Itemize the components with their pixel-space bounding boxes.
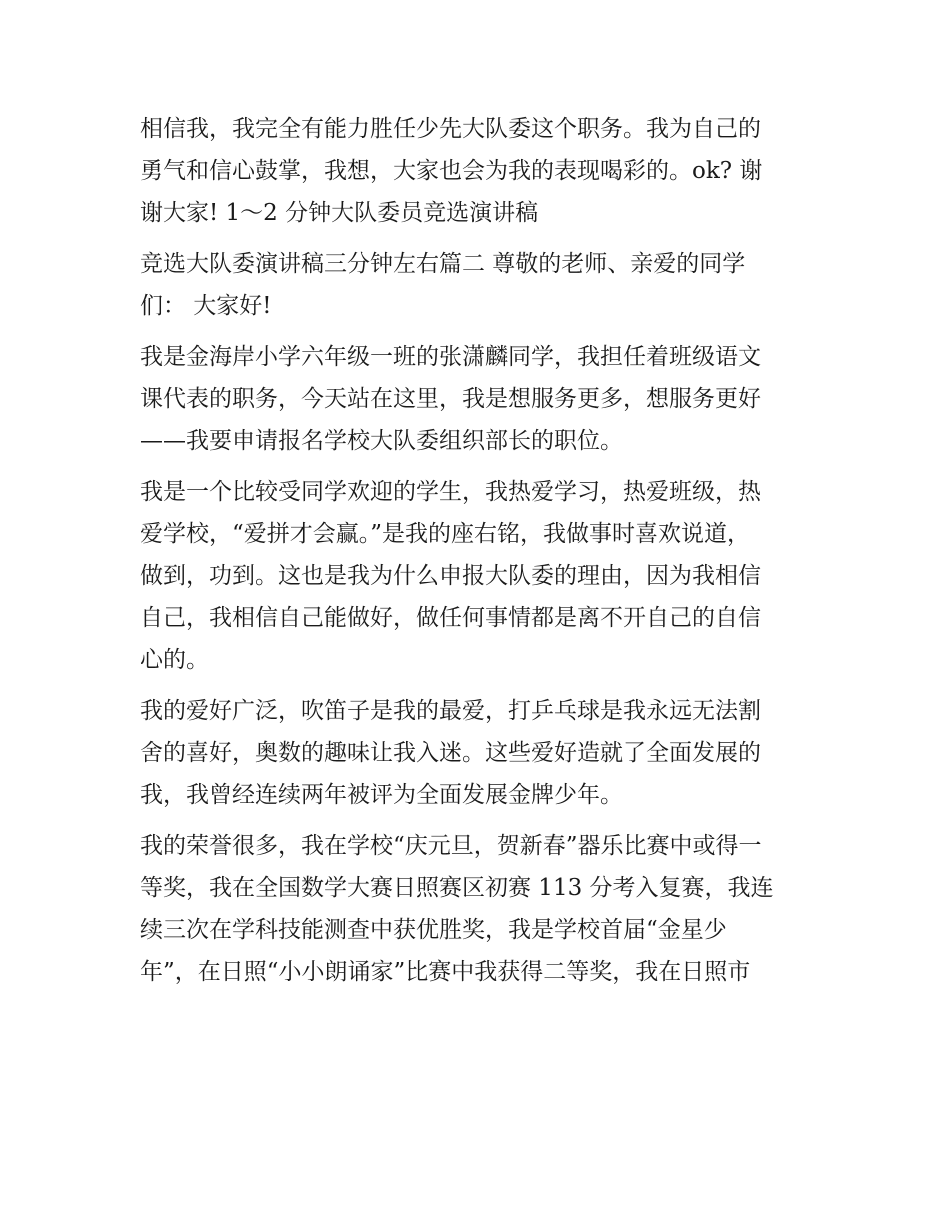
text-line: 我，我曾经连续两年被评为全面发展金牌少年。	[140, 782, 623, 808]
text-line: 课代表的职务，今天站在这里，我是想服务更多，想服务更好	[140, 386, 761, 412]
text-line: 谢大家! 1～2 分钟大队委员竞选演讲稿	[140, 200, 539, 226]
paragraph-1	[140, 108, 820, 234]
text-line: ——我要申请报名学校大队委组织部长的职位。	[140, 428, 623, 454]
paragraph-3	[140, 336, 820, 462]
text-line: 做到，功到。这也是我为什么申报大队委的理由，因为我相信	[140, 563, 761, 589]
text-line: 我是金海岸小学六年级一班的张潇麟同学，我担任着班级语文	[140, 344, 761, 370]
text-line: 我的荣誉很多，我在学校“庆元旦，贺新春”器乐比赛中或得一	[140, 833, 762, 859]
text-line: 爱学校，“爱拼才会赢。”是我的座右铭，我做事时喜欢说道，	[140, 521, 751, 547]
text-line: 我的爱好广泛，吹笛子是我的最爱，打乒乓球是我永远无法割	[140, 698, 761, 724]
text-line: 们： 大家好!	[140, 293, 272, 319]
paragraph-2	[140, 243, 820, 327]
text-line: 年”，在日照“小小朗诵家”比赛中我获得二等奖，我在日照市	[140, 959, 751, 985]
text-line: 续三次在学科技能测查中获优胜奖，我是学校首届“金星少	[140, 917, 727, 943]
text-line: 我是一个比较受同学欢迎的学生，我热爱学习，热爱班级，热	[140, 479, 761, 505]
paragraph-5	[140, 690, 820, 816]
text-line: 等奖，我在全国数学大赛日照赛区初赛 113 分考入复赛，我连	[140, 875, 774, 901]
text-line: 自己，我相信自己能做好，做任何事情都是离不开自己的自信	[140, 605, 761, 631]
text-line: 勇气和信心鼓掌，我想，大家也会为我的表现喝彩的。ok? 谢	[140, 158, 763, 184]
paragraph-4	[140, 471, 820, 681]
text-line: 心的。	[140, 647, 209, 673]
text-line: 相信我，我完全有能力胜任少先大队委这个职务。我为自己的	[140, 116, 761, 142]
paragraph-6	[140, 825, 820, 993]
document-body	[140, 108, 820, 1002]
text-line: 竞选大队委演讲稿三分钟左右篇二 尊敬的老师、亲爱的同学	[140, 251, 746, 277]
text-line: 舍的喜好，奥数的趣味让我入迷。这些爱好造就了全面发展的	[140, 740, 761, 766]
